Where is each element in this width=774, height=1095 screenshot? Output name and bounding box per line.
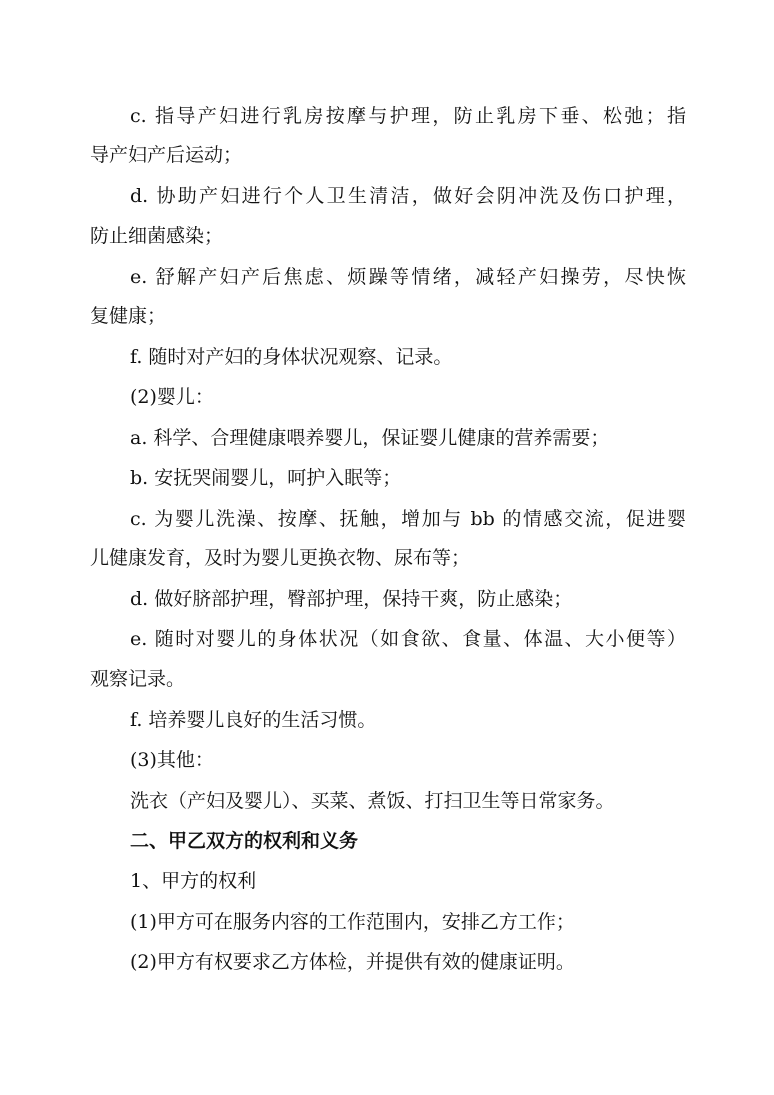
text-line: 导产妇产后运动； xyxy=(90,144,243,166)
text-line: e. 随时对婴儿的身体状况（如食欲、食量、体温、大小便等） xyxy=(130,628,686,650)
text-line: 防止细菌感染； xyxy=(90,225,224,247)
text-line: (1)甲方可在服务内容的工作范围内，安排乙方工作； xyxy=(130,911,575,933)
text-line: f. 培养婴儿良好的生活习惯。 xyxy=(130,709,377,731)
text-line: d. 协助产妇进行个人卫生清洁，做好会阴冲洗及伤口护理， xyxy=(130,185,686,207)
chapter-heading: 二、甲乙双方的权利和义务 xyxy=(130,830,359,852)
section-heading: (2)婴儿： xyxy=(130,386,214,408)
text-line: c. 指导产妇进行乳房按摩与护理，防止乳房下垂、松弛；指 xyxy=(130,105,686,127)
text-line: 观察记录。 xyxy=(90,668,186,690)
text-line: f. 随时对产妇的身体状况观察、记录。 xyxy=(130,346,453,368)
text-line: 洗衣（产妇及婴儿）、买菜、煮饭、打扫卫生等日常家务。 xyxy=(130,790,615,812)
text-line: 复健康； xyxy=(90,305,167,327)
text-line: (2)甲方有权要求乙方体检，并提供有效的健康证明。 xyxy=(130,951,575,973)
text-line: a. 科学、合理健康喂养婴儿，保证婴儿健康的营养需要； xyxy=(130,427,610,449)
subsection-heading: 1、甲方的权利 xyxy=(130,870,257,892)
text-line: c. 为婴儿洗澡、按摩、抚触，增加与 bb 的情感交流，促进婴 xyxy=(130,508,686,530)
text-line: b. 安抚哭闹婴儿，呵护入眠等； xyxy=(130,467,402,489)
text-line: 儿健康发育，及时为婴儿更换衣物、尿布等； xyxy=(90,547,471,569)
section-heading: (3)其他： xyxy=(130,749,214,771)
text-line: d. 做好脐部护理，臀部护理，保持干爽，防止感染； xyxy=(130,588,573,610)
text-line: e. 舒解产妇产后焦虑、烦躁等情绪，减轻产妇操劳，尽快恢 xyxy=(130,266,686,288)
